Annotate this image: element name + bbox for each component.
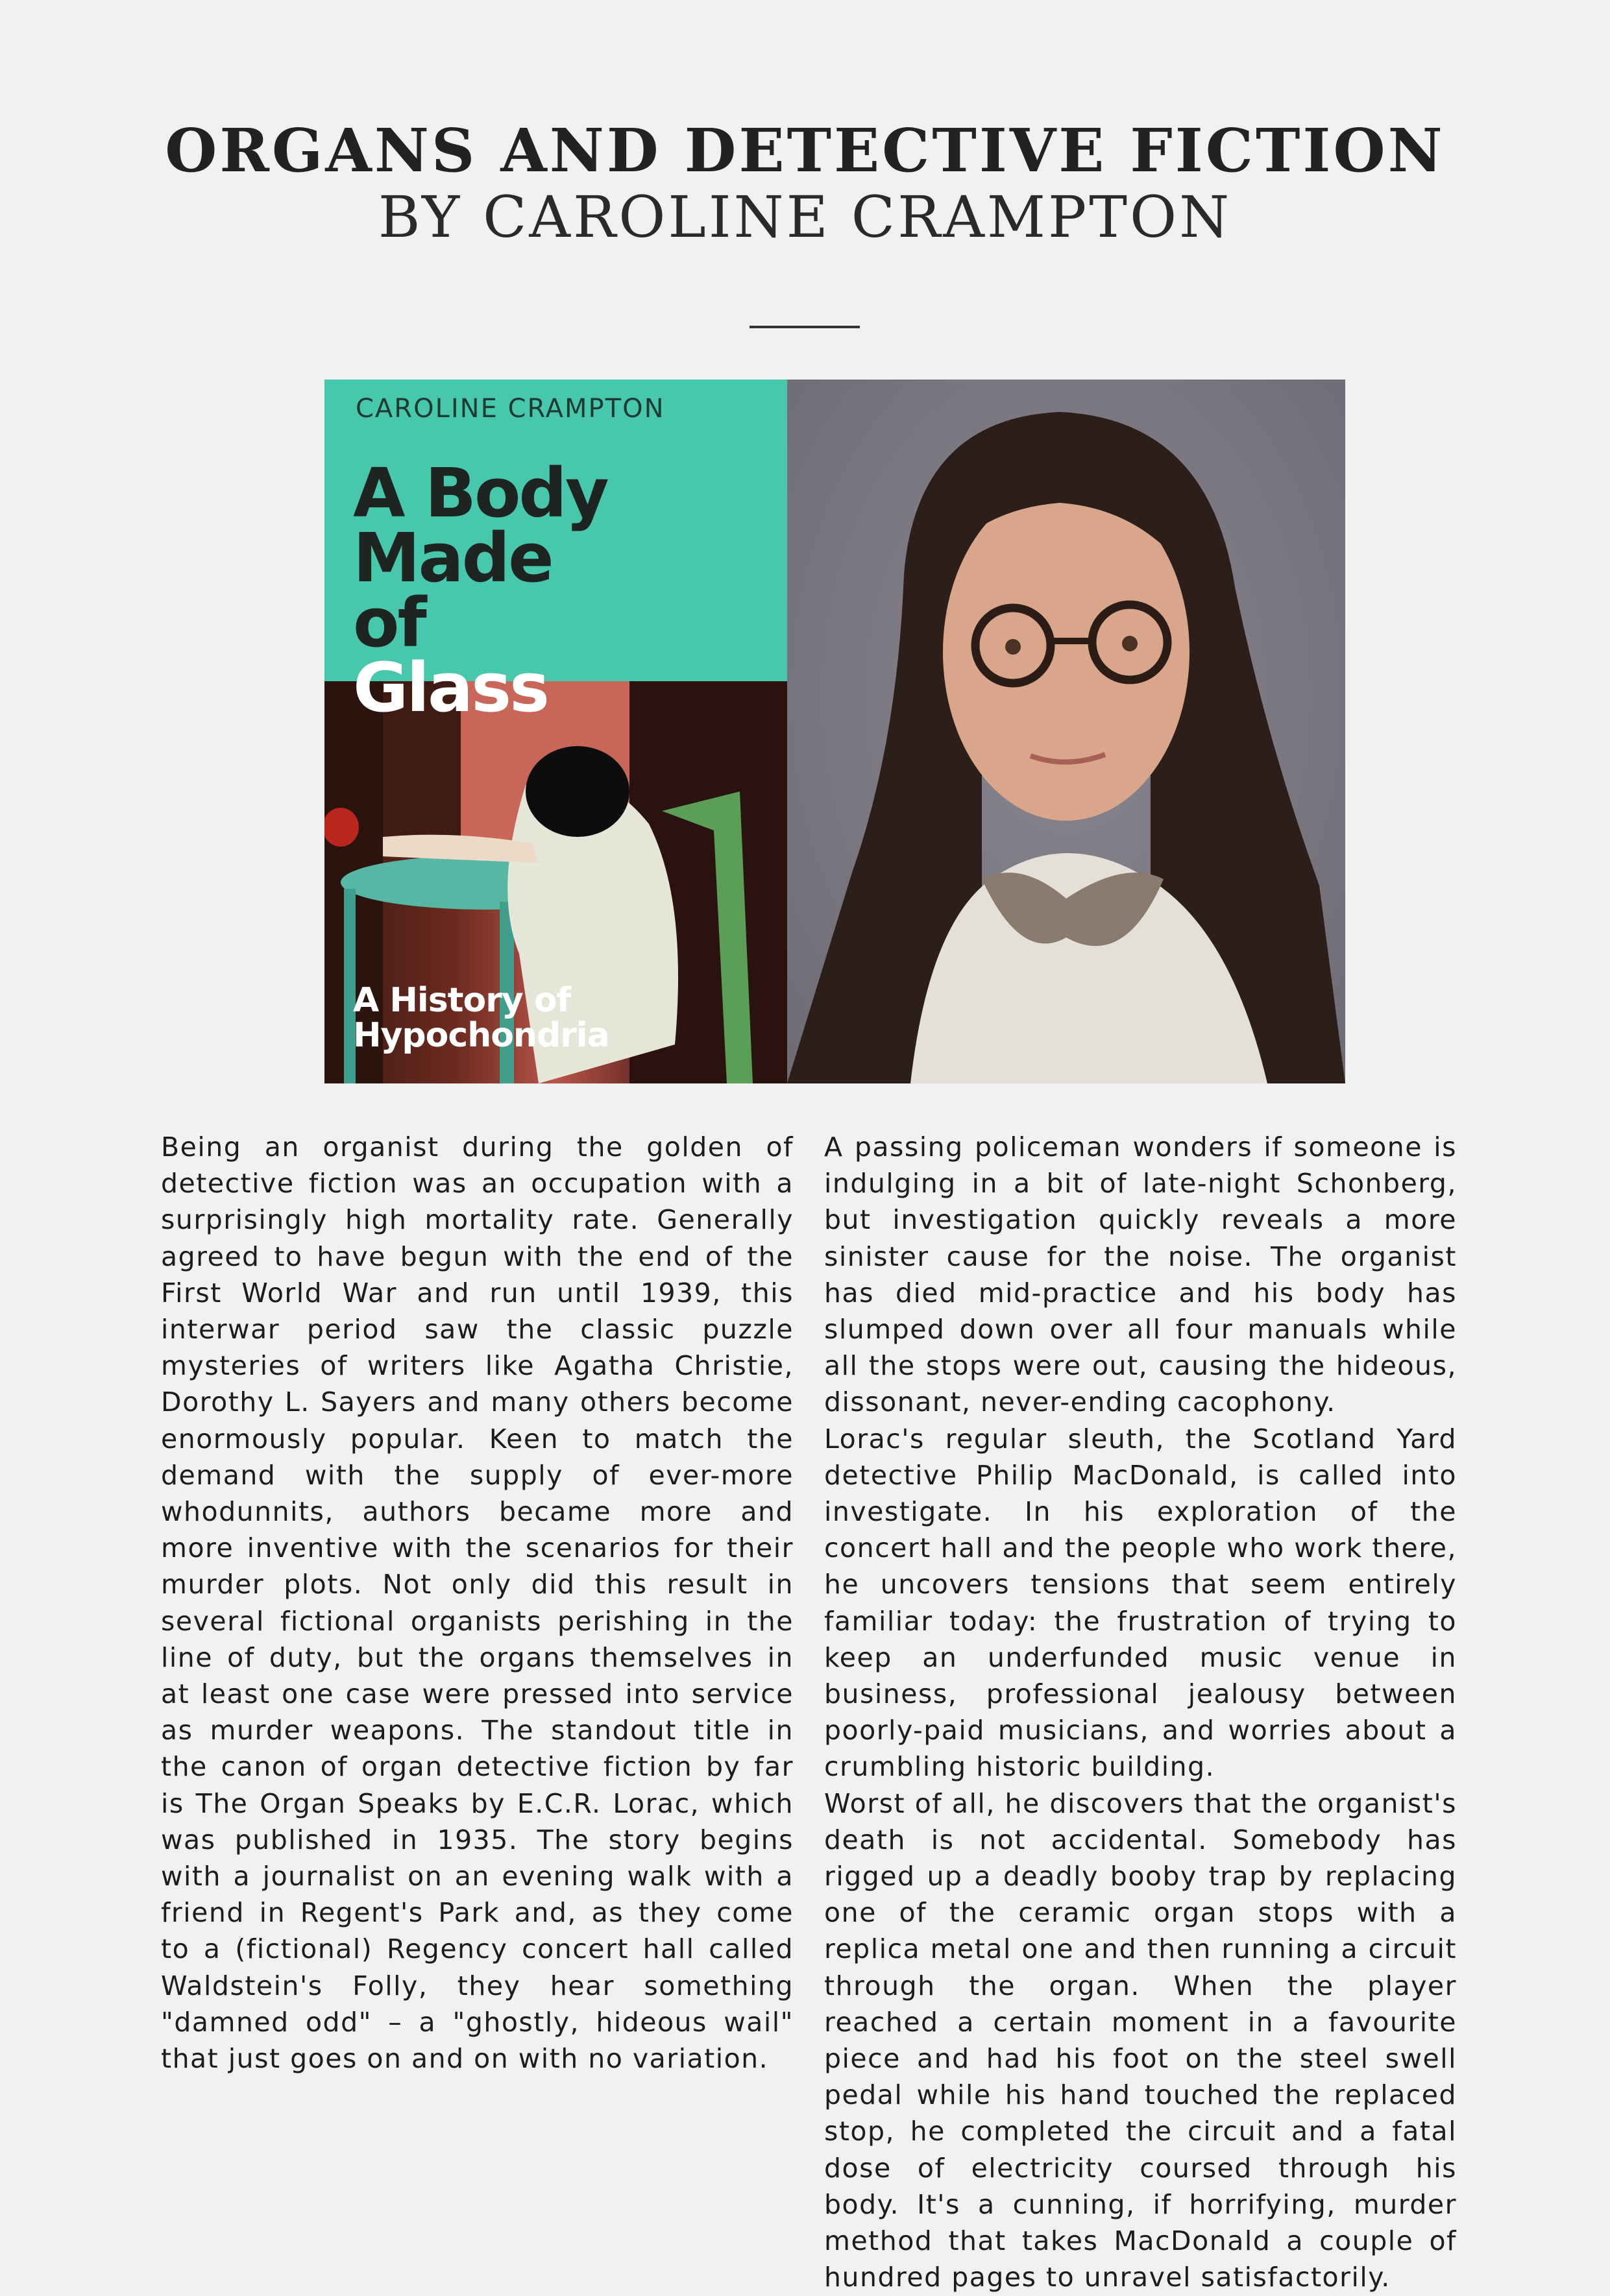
cover-author: CAROLINE CRAMPTON xyxy=(356,394,665,424)
author-portrait xyxy=(787,380,1345,1083)
author-portrait-illustration xyxy=(787,380,1345,1083)
paragraph: Lorac's regular sleuth, the Scotland Yard detective Philip MacDonald, is called into investigate. In his exploration of the concert hall and the people who work there, he uncovers tensions that seem entirely familiar today: the frustration of trying to keep an underfunded music venue in business, professional jealousy between poorly-paid musicians, and worries about a crumbling historic building. xyxy=(824,1423,1457,1783)
article-column-right xyxy=(824,1129,1457,2296)
article-byline: BY CAROLINE CRAMPTON xyxy=(378,184,1232,250)
cover-subtitle: A History of Hypochondria xyxy=(353,981,609,1055)
book-cover xyxy=(324,380,787,1083)
article-column-left xyxy=(161,1129,794,2077)
paragraph: A passing policeman wonders if someone is indulging in a bit of late-night Schonberg, but investigation quickly reveals a more sinister cause for the noise. The organist has died mid-practice and his body has slumped down over all four manuals while all the stops were out, causing the hideous, dissonant, never-ending cacophony. xyxy=(824,1131,1457,1418)
paragraph: Being an organist during the golden of detective fiction was an occupation with a surprisingly high mortality rate. Generally agreed to have begun with the end of the First World War and run until 1939, this interwar period saw the classic puzzle mysteries of writers like Agatha Christie, Dorothy L. Sayers and many others become enormously popular. Keen to match the demand with the supply of ever-more whodunnits, authors became more and more inventive with the scenarios for their murder plots. Not only did this result in several fictional organists perishing in the line of duty, but the organs themselves in at least one case were pressed into service as murder weapons. The standout title in the canon of organ detective fiction by far is The Organ Speaks by E.C.R. Lorac, which was published in 1935. The story begins with a journalist on an evening walk with a friend in Regent's Park and, as they come to a (fictional) Regency concert hall called Waldstein's Folly, they hear something "damned odd" – a "ghostly, hideous wail" that just goes on and on with no variation. xyxy=(161,1131,794,2075)
title-divider xyxy=(750,326,860,328)
cover-title: A Body Made of Glass xyxy=(353,453,607,727)
paragraph: Worst of all, he discovers that the organist's death is not accidental. Somebody has rigged up a deadly booby trap by replacing one of the ceramic organ stops with a replica metal one and then running a circuit through the organ. When the player reached a certain moment in a favourite piece and had his foot on the steel swell pedal while his hand touched the replaced stop, he completed the circuit and a fatal dose of electricity coursed through his body. It's a cunning, if horrifying, murder method that takes MacDonald a couple of hundred pages to unravel satisfactorily. xyxy=(824,1787,1457,2293)
header-image xyxy=(324,380,1345,1083)
article-title: ORGANS AND DETECTIVE FICTION xyxy=(165,115,1445,186)
